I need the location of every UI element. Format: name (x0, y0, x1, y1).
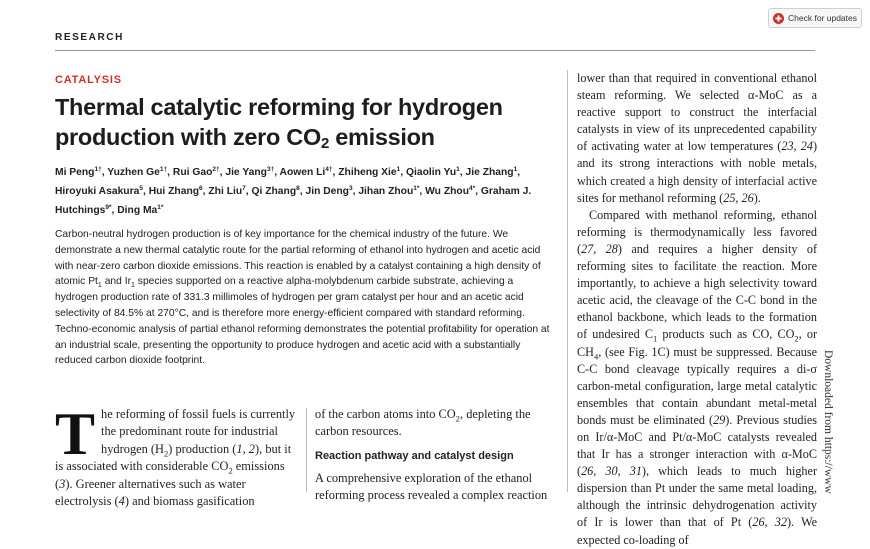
author-name-text: Jie Zhang (465, 167, 514, 178)
author-affiliation: 1 (513, 166, 518, 173)
author-name[interactable] (225, 167, 274, 178)
author-name[interactable] (280, 167, 333, 178)
author-name-text: Hui Zhang (148, 186, 200, 197)
author-name[interactable] (55, 167, 102, 178)
reference-link[interactable]: 25, 26 (723, 190, 754, 205)
check-for-updates-button[interactable] (768, 8, 862, 28)
author-name-text: Qi Zhang (251, 186, 297, 197)
author-name-text: Zhi Liu (208, 186, 243, 197)
author-affiliation: 7 (242, 185, 246, 192)
body-text: Compared with methanol reforming, ethanol reforming is thermodynamically less favored ( (577, 207, 817, 256)
author-affiliation: 3† (266, 166, 275, 173)
body-text: , depleting the carbon resources. (315, 407, 531, 439)
body-column-middle (315, 406, 560, 441)
paragraph (577, 207, 817, 549)
body-subscript: 2 (794, 333, 799, 344)
paragraph (577, 70, 817, 207)
author-name[interactable] (173, 167, 220, 178)
body-text: ) and its strong interactions with noble metals, which created a high density of interfacial active sites for methanol reforming ( (577, 139, 818, 205)
author-affiliation: 4* (468, 185, 476, 192)
abstract-subscript: 1 (97, 282, 102, 290)
author-affiliation: 1† (159, 166, 168, 173)
body-text: ). Greener alternatives such as water electrolysis ( (55, 476, 246, 509)
body-subscript: 2 (455, 413, 460, 424)
body-subscript: 1 (652, 333, 658, 344)
section-heading: Reaction pathway and catalyst design (315, 450, 514, 462)
column-divider (567, 70, 568, 492)
body-text: he reforming of fossil fuels is currently the predominant route for industrial hydrogen (H (101, 407, 296, 456)
author-name[interactable] (358, 186, 419, 197)
check-updates-icon (773, 13, 784, 24)
author-affiliation: 2† (212, 166, 220, 173)
body-text: lower than that required in conventional ethanol steam reforming. We selected α-MoC as a reactive support to construct the interfacial catalysts in view of its unprecedented capability of activating water at low temperatures ( (577, 71, 817, 154)
author-name-text: Yuzhen Ge (107, 167, 160, 178)
body-text: emissions ( (55, 459, 285, 491)
author-name-text: Zhiheng Xie (338, 167, 397, 178)
drop-cap: T (55, 401, 96, 467)
body-column-left (55, 401, 298, 510)
author-affiliation: 5 (139, 185, 143, 192)
author-name-text: Qiaolin Yu (405, 167, 457, 178)
author-name-text: Jie Yang (225, 167, 267, 178)
author-name[interactable] (55, 186, 143, 197)
reference-link[interactable]: 27, 28 (581, 241, 618, 256)
author-name-text: Aowen Li (279, 167, 326, 178)
title-subscript: 2 (320, 135, 329, 152)
reference-link[interactable]: 26, 32 (752, 515, 787, 530)
author-name[interactable] (406, 167, 460, 178)
author-name-text: Rui Gao (172, 167, 213, 178)
author-list: Mi Peng$^{1\dagger}$, Yuzhen $Ge^{1\dagger}$, Rui Gao$^{2\dagger}$, Jie Yang$^{3\dagger}$, Aowen $Li^{4\dagger}$, Zhiheng Xie$^1$, Qiaolin Yu$^1$, Jie Zhang$^1$, Hiroyuki Asakura$^5$, Hui Zhang$^6$, Zhi Liu$^7$, Qi Zhang$^8$, Jin Deng$^3$, Jihan Zhou$^{1*}$, Wu Zhou$^{4*}$, Graham J. Hutchings$^{9*}$, Ding $Ma^{1*}$ (55, 166, 532, 216)
author-name-text: Jihan Zhou (358, 186, 414, 197)
author-affiliation: 1† (94, 166, 102, 173)
header-divider (55, 50, 815, 51)
author-affiliation: 6 (199, 185, 203, 192)
author-affiliation: 1 (396, 166, 401, 173)
author-name[interactable] (425, 186, 475, 197)
title-text: Thermal catalytic reforming for hydrogen production with zero CO (55, 94, 503, 150)
body-text: ) and biomass gasification (124, 494, 255, 509)
author-name-text: Hiroyuki Asakura (55, 186, 140, 197)
title-text-end: emission (329, 124, 435, 150)
body-subscript: 2 (228, 465, 233, 476)
author-name-text: Mi Peng (55, 167, 95, 178)
reference-link[interactable]: 26, 30, 31 (581, 464, 642, 479)
author-affiliation: 3 (348, 185, 353, 192)
body-text: of the carbon atoms into CO (315, 407, 456, 421)
column-divider (306, 408, 307, 492)
author-name[interactable] (107, 167, 167, 178)
author-name[interactable] (305, 186, 352, 197)
author-name-text: Ding Ma (117, 205, 158, 216)
body-text: ). Previous studies on Ir/α-MoC and Pt/α-MoC catalysts revealed that Ir has a stronger interaction with α-MoC ( (577, 412, 817, 479)
check-for-updates-label: Check for updates (788, 13, 857, 23)
abstract-subscript: 1 (131, 282, 135, 290)
body-text: products such as CO, CO (657, 327, 795, 342)
author-name[interactable] (208, 186, 245, 197)
abstract-text: species supported on a reactive alpha-molybdenum carbide substrate, achieving a hydrogen production rate of 331.3 millimoles of hydrogen per gram catalyst per hour and an acetic acid selectivity of 84.5% at 270°C, and is therefore more energy-efficient compared with standard reforming. Techno-economic analysis of partial ethanol reforming demonstrates the potential profitability for operation at an industrial scale, presenting the opportunity to produce hydrogen and acetic acid with a substantially reduced carbon dioxide footprint. (55, 276, 550, 367)
abstract (55, 227, 555, 369)
body-text: ). (753, 190, 761, 205)
downloaded-from-note: Downloaded from https://www (822, 350, 834, 494)
author-affiliation: 1 (456, 166, 460, 173)
article-category: CATALYSIS (55, 74, 122, 86)
body-subscript: 4 (593, 350, 599, 361)
author-affiliation: 8 (296, 185, 300, 192)
article-title (55, 92, 565, 152)
body-text: ) and requires a higher density of reforming sites to facilitate the reaction. More importantly, to achieve a high selectivity toward acetic acid, the cleavage of the C-C bond in the ethanol backbone, which leads to the formation of undesired C (577, 241, 818, 342)
author-name-text: Graham J. Hutchings (55, 186, 532, 216)
body-text: ) production ( (168, 441, 237, 456)
body-text: ), but it is associated with considerable CO (55, 441, 292, 474)
author-affiliation: 1* (413, 185, 420, 192)
author-name[interactable] (149, 186, 203, 197)
reference-link[interactable]: 3 (59, 476, 66, 491)
author-affiliation: 4† (325, 166, 333, 173)
body-subscript: 2 (164, 448, 169, 459)
abstract-text: Carbon-neutral hydrogen production is of key importance for the chemical industry of the future. We demonstrate a new thermal catalytic route for the partial reforming of ethanol into hydrogen and acetic acid with near-zero carbon dioxide emissions. This reaction is enabled by a catalyst containing a high density of atomic Pt (55, 229, 541, 288)
abstract-text: and Ir (101, 276, 132, 288)
reference-link[interactable]: 1, 2 (236, 441, 255, 456)
body-text: , or CH (577, 327, 817, 359)
author-name[interactable] (466, 167, 518, 178)
section-label: RESEARCH (55, 32, 124, 43)
body-column-middle-continued: A comprehensive exploration of the ethanol reforming process revealed a complex reaction (315, 471, 548, 503)
body-text: ), which leads to much higher dispersion than Pt under the same metal loading, although the intrinsic dehydrogenation activity of Ir is lower than that of Pt ( (577, 464, 817, 530)
reference-link[interactable]: 23, 24 (781, 139, 813, 154)
author-affiliation: 9* (105, 204, 112, 211)
body-text: , (see Fig. 1C) must be suppressed. Because C-C bond cleavage typically requires a di-σ carbon-metal configuration, large metal catalytic ensembles that contain abundant metal-metal bonds must be eliminated ( (577, 344, 817, 427)
reference-link[interactable]: 4 (118, 494, 125, 509)
body-column-right (577, 70, 817, 549)
author-name-text: Jin Deng (305, 186, 349, 197)
author-affiliation: 1* (157, 204, 164, 211)
reference-link[interactable]: 29 (713, 412, 726, 427)
author-name[interactable] (338, 167, 400, 178)
author-name[interactable] (117, 205, 163, 216)
body-text: ). We expected co-loading of (577, 515, 818, 547)
author-name-text: Wu Zhou (425, 186, 469, 197)
author-name[interactable] (252, 186, 300, 197)
